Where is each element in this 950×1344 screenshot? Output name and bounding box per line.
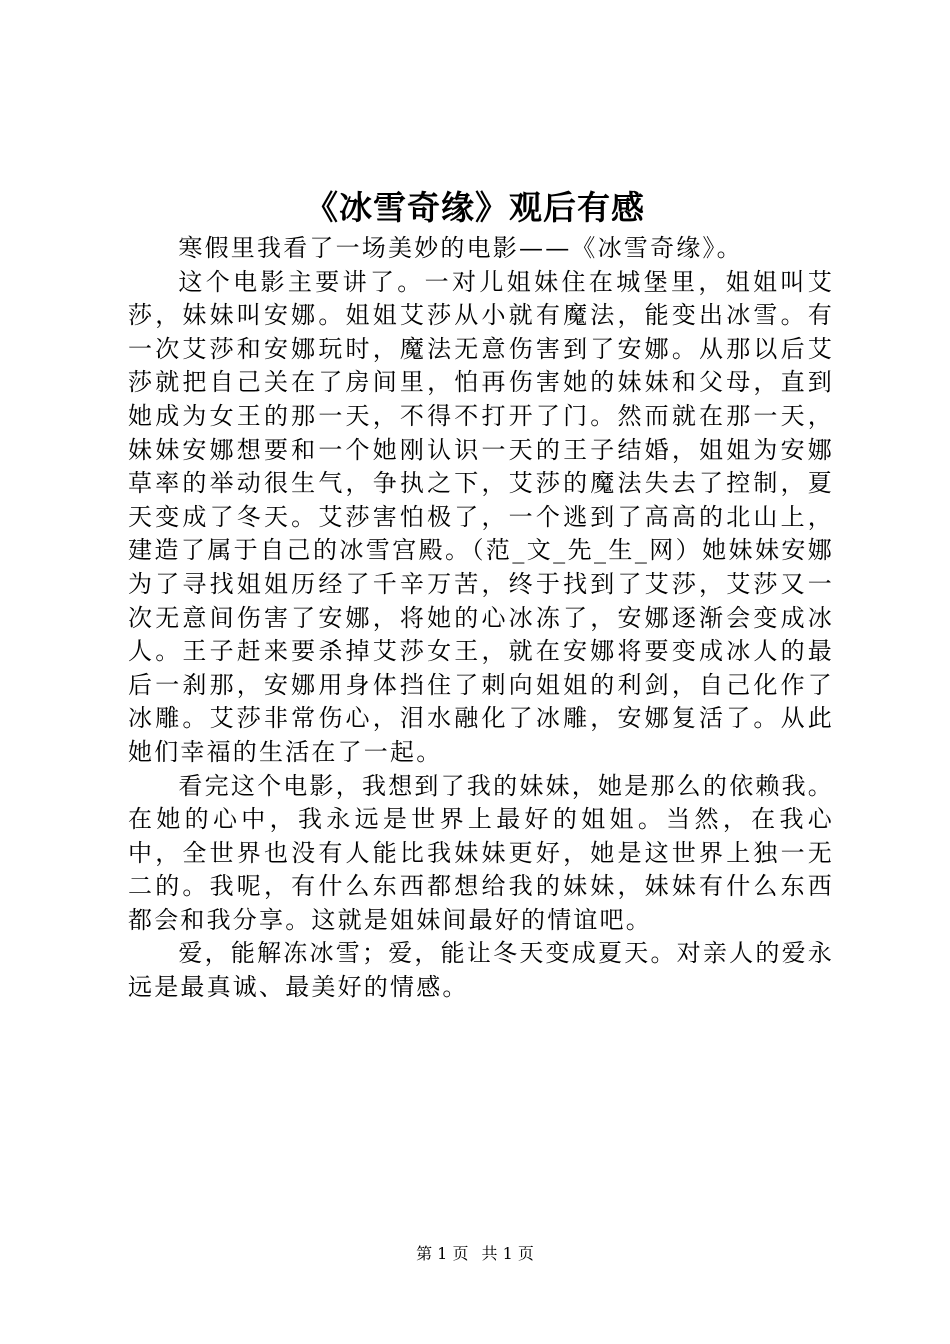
page-footer (0, 1243, 950, 1265)
paragraph-conclusion: 爱，能解冻冰雪；爱，能让冬天变成夏天。对亲人的爱永远是最真诚、最美好的情感。 (128, 939, 834, 1002)
paragraph-plot: 这个电影主要讲了。一对儿姐妹住在城堡里，姐姐叫艾莎，妹妹叫安娜。姐姐艾莎从小就有魔法，能变出冰雪。有一次艾莎和安娜玩时，魔法无意伤害到了安娜。从那以后艾莎就把自己关在了房间里，怕再伤害她的妹妹和父母，直到她成为女王的那一天，不得不打开了门。然而就在那一天，妹妹安娜想要和一个她刚认识一天的王子结婚，姐姐为安娜草率的举动很生气，争执之下，艾莎的魔法失去了控制，夏天变成了冬天。艾莎害怕极了，一个逃到了高高的北山上，建造了属于自己的冰雪宫殿。（范_文_先_生_网）她妹妹安娜为了寻找姐姐历经了千辛万苦，终于找到了艾莎，艾莎又一次无意间伤害了安娜，将她的心冰冻了，安娜逐渐会变成冰人。王子赶来要杀掉艾莎女王，就在安娜将要变成冰人的最后一刹那，安娜用身体挡住了刺向姐姐的利剑，自己化作了冰雕。艾莎非常伤心，泪水融化了冰雕，安娜复活了。从此她们幸福的生活在了一起。 (128, 267, 834, 766)
paragraph-intro: 寒假里我看了一场美妙的电影——《冰雪奇缘》。 (178, 234, 743, 262)
page-total: 共 1 页 (481, 1244, 534, 1263)
document-body (128, 232, 834, 1005)
paragraph-reflection: 看完这个电影，我想到了我的妹妹，她是那么的依赖我。在她的心中，我永远是世界上最好的姐姐。当然，在我心中，全世界也没有人能比我妹妹更好，她是这世界上独一无二的。我呢，有什么东西都想给我的妹妹，妹妹有什么东西都会和我分享。这就是姐妹间最好的情谊吧。 (128, 771, 834, 934)
page-number: 第 1 页 (416, 1244, 469, 1263)
document-title: 《冰雪奇缘》观后有感 (305, 188, 645, 227)
